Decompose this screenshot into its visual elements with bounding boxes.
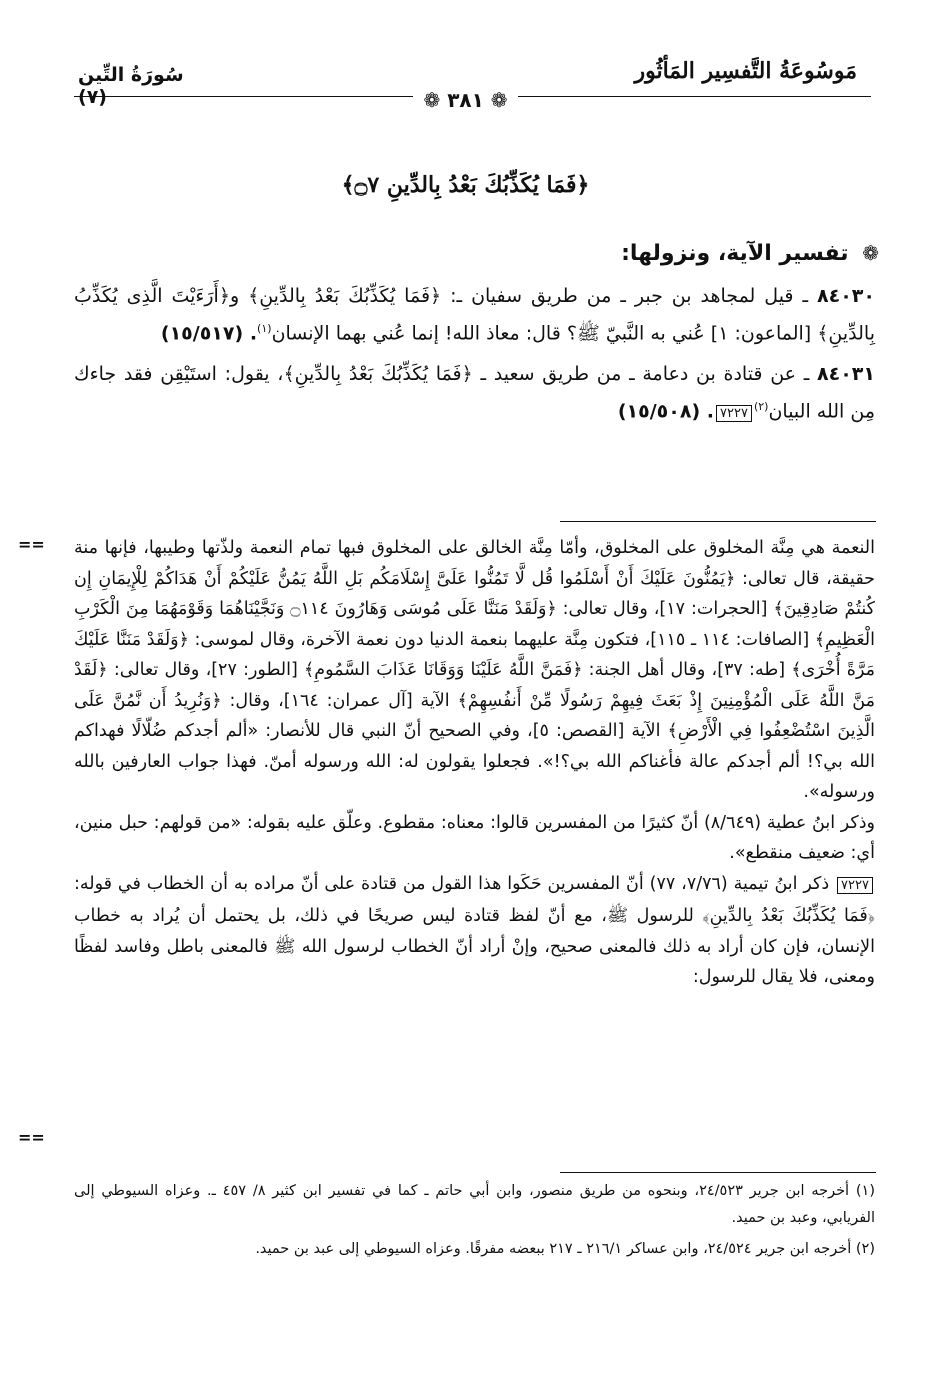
note-text: ذكر ابنُ تيمية (٧/٧٦، ٧٧) أنّ المفسرين حَكَوا هذا القول من قتادة على أنّ مراده به أن الخطاب في قوله: ﴿فَمَا يُكَذِّبُكَ بَعْدُ بِالدِّينِ﴾ للرسول ﷺ، مع أنّ لفظ قتادة ليس صريحًا في ذلك، بل يحتمل أن يُراد به خطاب الإنسان، فإن كان أراد به ذلك فالمعنى صحيح، وإنْ أراد أنّ الخطاب لرسول الله ﷺ فالمعنى باطل وفاسد لفظًا ومعنى، فلا يقال للرسول:: [74, 873, 875, 987]
footnotes: [74, 1178, 875, 1267]
book-title: مَوسُوعَةُ التَّفسِير المَأثُور: [634, 58, 857, 84]
footnote-rule: [560, 1172, 876, 1173]
footnote-ref: (١): [257, 321, 272, 335]
source-ref: . (١٥/٥٠٨): [617, 400, 714, 423]
note-paragraph-boxed: [74, 869, 875, 993]
verse-text: ﴿فَمَا يُكَذِّبُكَ بَعْدُ بِالدِّينِ ۝٧﴾: [341, 172, 590, 198]
entry-text: ـ عن قتادة بن دعامة ـ من طريق سعيد ـ ﴿فَمَا يُكَذِّبُكَ بَعْدُ بِالدِّينِ﴾، يقول: استَيْقِن فقد جاءك مِن الله البيان: [74, 363, 875, 423]
entries: [74, 281, 875, 440]
flower-ornament-icon: ❁: [862, 241, 879, 265]
entry-number: ٨٤٠٣١: [817, 363, 875, 386]
continuation-marker-top: ==: [18, 535, 45, 554]
entry: [74, 359, 875, 429]
continuation-marker-bottom: ==: [18, 1128, 45, 1147]
note-paragraph: وذكر ابنُ عطية (٨/٦٤٩) أنّ كثيرًا من المفسرين قالوا: معناه: مقطوع. وعلّق عليه بقوله: «من قولهم: حبل منين، أي: ضعيف منقطع».: [74, 812, 875, 863]
notes-rule: [560, 521, 876, 522]
commentary-notes: [74, 533, 875, 993]
entry-text: ـ قيل لمجاهد بن جبر ـ من طريق سفيان ـ: ﴿فَمَا يُكَذِّبُكَ بَعْدُ بِالدِّينِ﴾ و﴿أَرَءَيْتَ الَّذِى يُكَذِّبُ بِالدِّينِ﴾ [الماعون: ١] عُني به النَّبيّ ﷺ؟ قال: معاذ الله! إنما عُني بهما الإنسان: [74, 285, 875, 344]
section-title: تفسير الآية، ونزولها:: [621, 241, 849, 266]
surah-title: سُورَةُ التِّين (٧): [78, 64, 184, 108]
footnote-ref: (٢): [753, 399, 769, 413]
source-ref: . (١٥/٥١٧): [160, 321, 258, 344]
entry-number: ٨٤٠٣٠: [817, 285, 875, 307]
footnote: (١) أخرجه ابن جرير ٢٤/٥٢٣، وبنحوه من طريق منصور، وابن أبي حاتم ـ كما في تفسير ابن كثير ٨/ ٤٥٧ ـ. وعزاه السيوطي إلى الفريابي، وعبد بن حميد.: [74, 1183, 875, 1226]
comment-ref-box: ٧٢٢٧: [837, 877, 873, 894]
page-number: ❁ ٣٨١ ❁: [413, 88, 517, 112]
comment-ref-box: ٧٢٢٧: [716, 405, 752, 422]
footnote: (٢) أخرجه ابن جرير ٢٤/٥٢٤، وابن عساكر ٢١٦/١ ـ ٢١٧ ببعضه مفرقًا. وعزاه السيوطي إلى عبد بن حميد.: [255, 1241, 875, 1257]
section-heading: [621, 241, 879, 266]
entry: [74, 281, 875, 349]
note-paragraph: النعمة هي مِنَّة المخلوق على المخلوق، وأمّا مِنَّة الخالق على المخلوق فبها تمام النعمة ولذّتها وطيبها، فإنها منة حقيقة، قال تعالى: ﴿يَمُنُّونَ عَلَيْكَ أَنْ أَسْلَمُوا قُل لَّا تَمُنُّوا عَلَىَّ إِسْلَامَكُم بَلِ اللَّهُ يَمُنُّ عَلَيْكُمْ أَنْ هَدَاكُمْ لِلْإِيمَانِ إِن كُنتُمْ صَادِقِينَ﴾ [الحجرات: ١٧]، وقال تعالى: ﴿وَلَقَدْ مَنَنَّا عَلَى مُوسَى وَهَارُونَ ۝١١٤ وَنَجَّيْنَاهُمَا وَقَوْمَهُمَا مِنَ الْكَرْبِ الْعَظِيمِ﴾ [الصافات: ١١٤ ـ ١١٥]، فتكون مِنَّة عليهما بنعمة الدنيا دون نعمة الآخرة، وقال لموسى: ﴿وَلَقَدْ مَنَنَّا عَلَيْكَ مَرَّةً أُخْرَى﴾ [طه: ٣٧]، وقال أهل الجنة: ﴿فَمَنَّ اللَّهُ عَلَيْنَا وَوَقَانَا عَذَابَ السَّمُومِ﴾ [الطور: ٢٧]، وقال تعالى: ﴿لَقَدْ مَنَّ اللَّهُ عَلَى الْمُؤْمِنِينَ إِذْ بَعَثَ فِيهِمْ رَسُولًا مِّنْ أَنفُسِهِمْ﴾ الآية [آل عمران: ١٦٤]، وقال: ﴿وَنُرِيدُ أَن نَّمُنَّ عَلَى الَّذِينَ اسْتُضْعِفُوا فِي الْأَرْضِ﴾ الآية [القصص: ٥]، وفي الصحيح أنّ النبي قال للأنصار: «ألم أجدكم ضُلّالًا فهداكم الله بي؟! ألم أجدكم عالة فأغناكم الله بي؟!». فجعلوا يقولون له: الله ورسوله أمنّ. فهذا جواب العارفين بالله ورسوله».: [74, 538, 876, 802]
page-number-wrap: [0, 88, 931, 112]
